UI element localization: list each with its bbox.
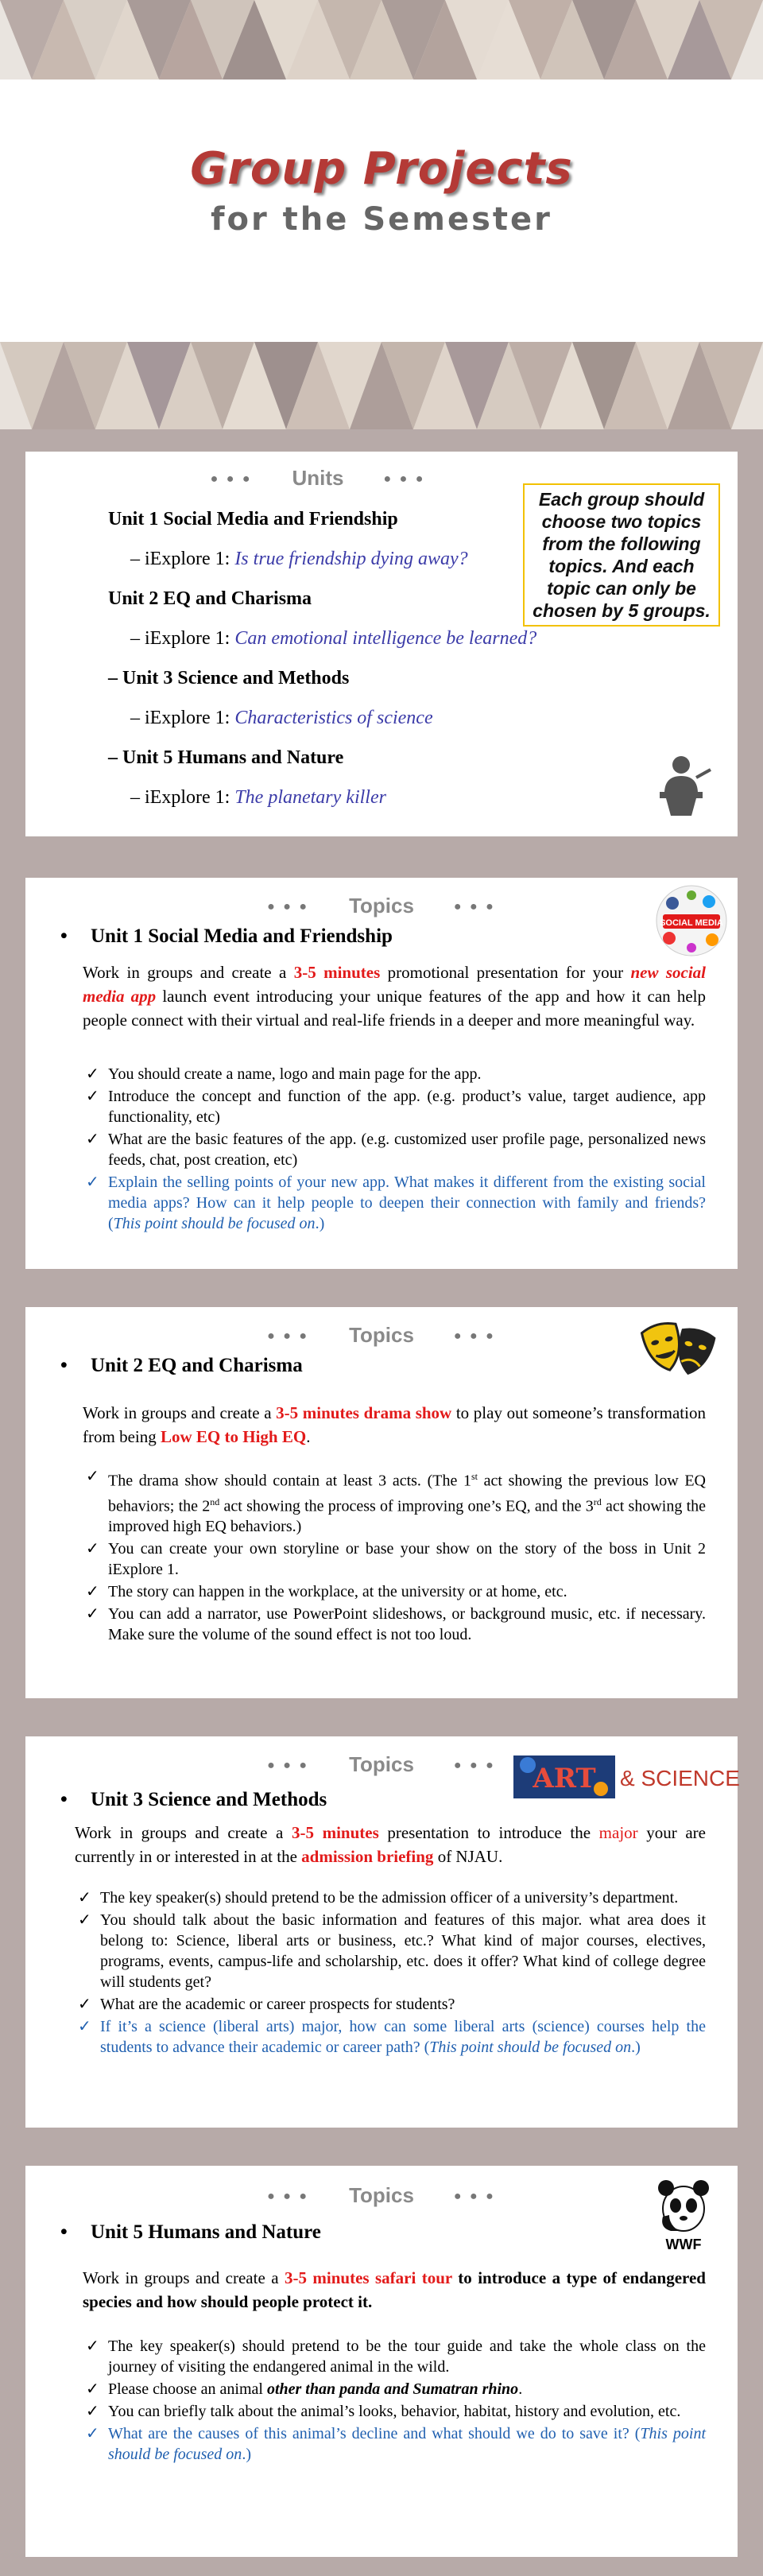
- unit-item-3: – Unit 3 Science and Methods: [108, 668, 350, 689]
- list-item: ✓ What are the basic features of the app. (e.g. customized user profile page, personalized news feeds, chat, post creation, etc): [86, 1131, 706, 1169]
- unit-item-1: Unit 1 Social Media and Friendship: [108, 509, 398, 530]
- topic4-heading-row: ● ● ● Topics ● ● ●: [267, 2183, 496, 2207]
- topic4-heading: Topics: [349, 2183, 414, 2207]
- topic1-title: Unit 1 Social Media and Friendship: [91, 925, 393, 947]
- topic-link-3[interactable]: Characteristics of science: [234, 708, 433, 728]
- drama-masks-icon: [641, 1318, 717, 1391]
- topic1-slide: [0, 859, 763, 1288]
- list-item: ✓ You should talk about the basic information and features of this major. what area does it belong to: Science, liberal arts or business, etc.? What kind of major courses, electives, programs, events, campus-life and scholarship, etc. does it offer? What kind of college degree will students get?: [78, 1911, 706, 1991]
- unit-item-2: Unit 2 EQ and Charisma: [108, 588, 312, 609]
- topic2-heading: Topics: [349, 1323, 414, 1347]
- topic2-title-row: • Unit 2 EQ and Charisma: [60, 1355, 303, 1376]
- list-item: ✓ You can briefly talk about the animal’s looks, behavior, habitat, history and evolution, etc.: [86, 2403, 681, 2420]
- topic1-intro: Work in groups and create a 3-5 minutes promotional presentation for your new social media app launch event introducing your unique features of the app and how it can help people connect with their virtual and real-life friends in a deeper and more meaningful way.: [83, 963, 707, 1030]
- topic-link-1[interactable]: Is true friendship dying away?: [234, 549, 468, 569]
- presenter-icon: [647, 754, 715, 821]
- unit-explore-3: – iExplore 1: Characteristics of science: [130, 708, 433, 728]
- list-item: ✓ Please choose an animal other than panda and Sumatran rhino.: [86, 2380, 523, 2398]
- focus-item: ✓ Explain the selling points of your new app. What makes it different from the existing social media apps? How can it help people to deepen their connection with family and friends? (This point should be focused on.): [86, 1174, 706, 1232]
- topic1-heading: Topics: [349, 894, 414, 918]
- topic3-title: Unit 3 Science and Methods: [91, 1789, 327, 1810]
- page-subtitle: for the Semester: [211, 201, 552, 238]
- topic4-intro: Work in groups and create a 3-5 minutes safari tour to introduce a type of endangered species and how should people protect it.: [83, 2268, 706, 2311]
- topic-link-4[interactable]: The planetary killer: [234, 787, 386, 808]
- logo-science-text: & SCIENCE: [620, 1766, 740, 1790]
- topic2-checklist: [86, 1466, 706, 1647]
- topic1-heading-row: ● ● ● Topics ● ● ●: [267, 894, 496, 918]
- list-item: ✓ The drama show should contain at least 3 acts. (The 1st act showing the previous low EQ behaviors; the 2nd act showing the process of improving one’s EQ, and the 3rd act showing the improved high EQ behaviors.): [86, 1468, 707, 1536]
- units-heading: Units: [292, 466, 344, 490]
- list-item: ✓ You can create your own storyline or base your show on the story of the boss in Unit 2 iExplore 1.: [86, 1540, 706, 1579]
- page-title: Group Projects: [190, 143, 573, 195]
- focus-item: ✓ What are the causes of this animal’s decline and what should we do to save it? (This point should be focused on.): [86, 2425, 707, 2463]
- topic3-title-row: • Unit 3 Science and Methods: [60, 1789, 327, 1810]
- logo-art-text: ART: [533, 1763, 596, 1794]
- topic1-checklist: [86, 1064, 706, 1236]
- top-decor-band: [0, 0, 763, 80]
- units-slide: [0, 429, 763, 859]
- art-science-logo: [513, 1751, 740, 1802]
- list-item: ✓ You can add a narrator, use PowerPoint slideshows, or background music, etc. if necessary. Make sure the volume of the sound effect is not too loud.: [86, 1605, 706, 1644]
- topic4-slide: [0, 2147, 763, 2576]
- units-heading-row: ● ● ● Units ● ● ●: [210, 466, 426, 490]
- topic2-heading-row: ● ● ● Topics ● ● ●: [267, 1323, 496, 1347]
- wwf-label: WWF: [665, 2237, 702, 2252]
- list-item: ✓ Introduce the concept and function of the app. (e.g. product’s value, target audience, app functionality, etc): [86, 1088, 706, 1126]
- list-item: ✓ You should create a name, logo and main page for the app.: [86, 1065, 482, 1083]
- topic2-title: Unit 2 EQ and Charisma: [91, 1355, 303, 1376]
- topic3-intro: Work in groups and create a 3-5 minutes presentation to introduce the major your are currently in or interested in at the admission briefing of NJAU.: [75, 1823, 706, 1866]
- topic4-title-row: • Unit 5 Humans and Nature: [60, 2221, 321, 2243]
- topic4-checklist: [86, 2336, 706, 2466]
- wwf-panda-logo: [655, 2177, 712, 2253]
- unit-explore-4: – iExplore 1: The planetary killer: [130, 787, 386, 808]
- topic-link-2[interactable]: Can emotional intelligence be learned?: [234, 628, 537, 649]
- unit-explore-2: – iExplore 1: Can emotional intelligence be learned?: [130, 628, 537, 649]
- title-block: [0, 143, 763, 238]
- social-media-icon: [653, 883, 730, 963]
- list-item: ✓ The key speaker(s) should pretend to be the tour guide and take the whole class on the journey of visiting the endangered animal in the wild.: [86, 2337, 706, 2376]
- list-item: ✓ The key speaker(s) should pretend to be the admission officer of a university’s department.: [78, 1889, 679, 1907]
- list-item: ✓ The story can happen in the workplace, at the university or at home, etc.: [86, 1583, 567, 1601]
- list-item: ✓ What are the academic or career prospects for students?: [78, 1996, 455, 2013]
- social-media-icon-label: SOCIAL MEDIA: [660, 918, 723, 928]
- unit-item-4: – Unit 5 Humans and Nature: [108, 747, 344, 768]
- topic3-checklist: [78, 1887, 706, 2059]
- group-instructions-note: Each group should choose two topics from the following topics. And each topic can only be chosen by 5 groups.: [523, 483, 720, 627]
- topic2-slide: [0, 1288, 763, 1717]
- middle-decor-band: [0, 342, 763, 429]
- topic3-heading-row: ● ● ● Topics ● ● ●: [267, 1752, 496, 1776]
- topic2-intro: Work in groups and create a 3-5 minutes drama show to play out someone’s transformation from being Low EQ to High EQ.: [83, 1403, 706, 1446]
- topic3-slide: [0, 1717, 763, 2147]
- topic3-heading: Topics: [349, 1752, 414, 1776]
- topic1-title-row: • Unit 1 Social Media and Friendship: [60, 925, 393, 947]
- focus-item: ✓ If it’s a science (liberal arts) major, how can some liberal arts (science) courses help the students to advance their academic or career path? (This point should be focused on.): [78, 2018, 706, 2056]
- topic4-title: Unit 5 Humans and Nature: [91, 2221, 321, 2243]
- unit-explore-1: – iExplore 1: Is true friendship dying away?: [130, 549, 468, 569]
